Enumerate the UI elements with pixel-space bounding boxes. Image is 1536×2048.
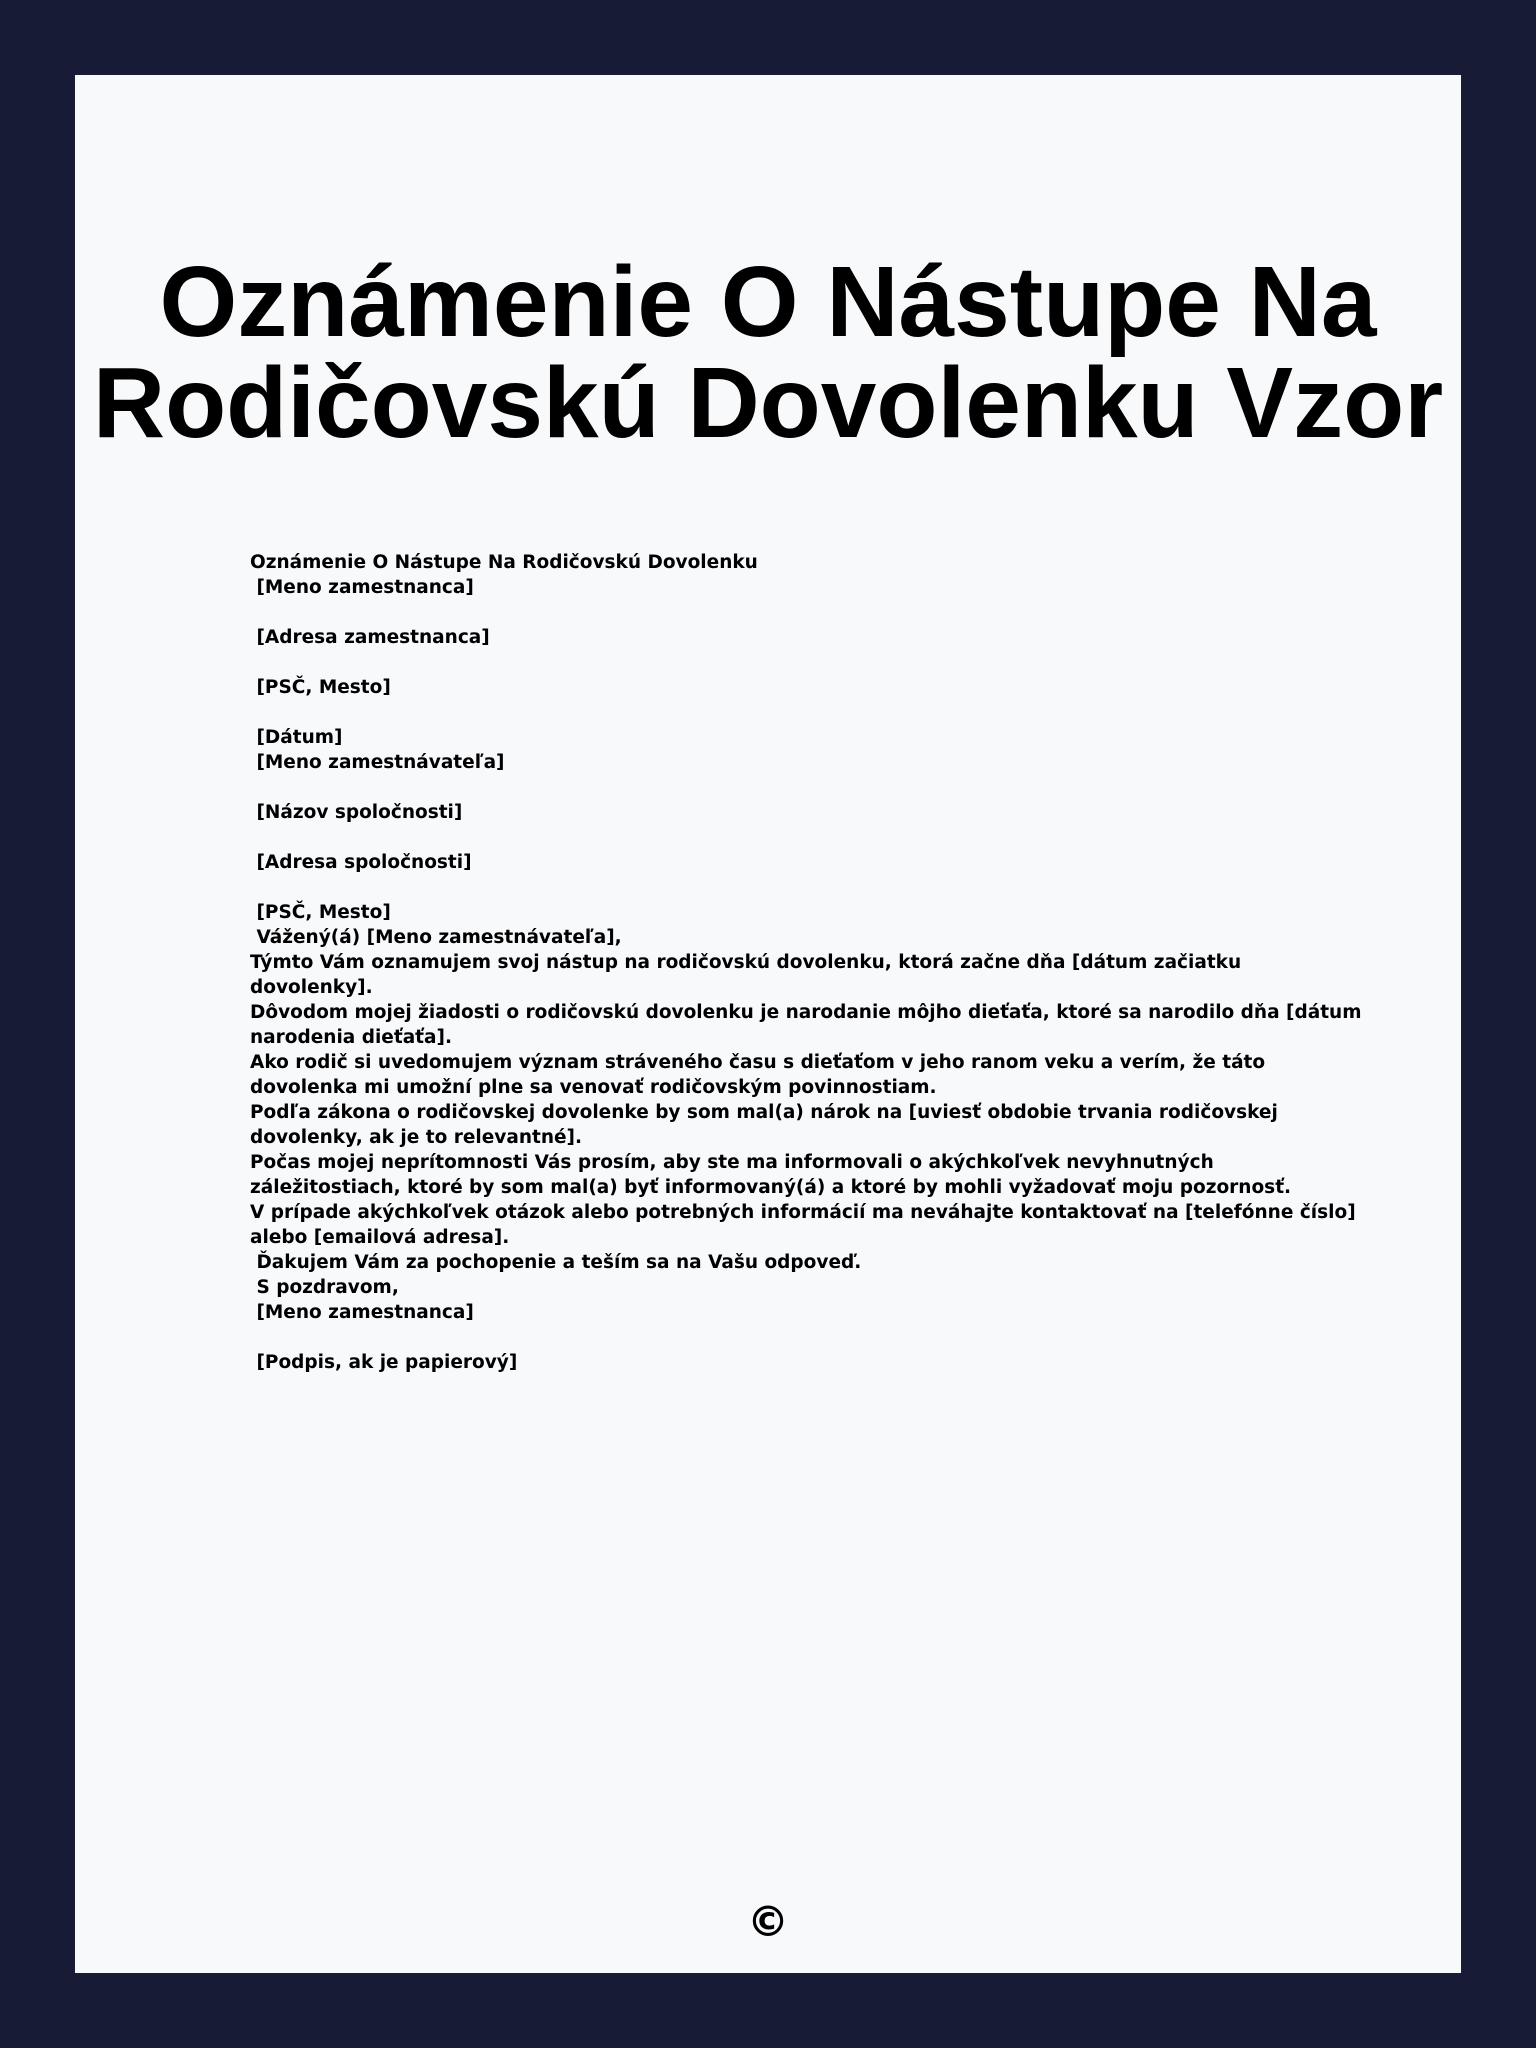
- employee-address: [Adresa zamestnanca]: [250, 627, 490, 648]
- letter-heading: Oznámenie O Nástupe Na Rodičovskú Dovolenku: [250, 552, 758, 573]
- title-line-1: Oznámenie O Nástupe Na: [159, 246, 1377, 358]
- paragraph: V prípade akýchkoľvek otázok alebo potrebných informácií ma neváhajte kontaktovať na [telefónne číslo] alebo [emailová adresa].: [250, 1202, 1356, 1248]
- thanks-line: Ďakujem Vám za pochopenie a teším sa na Vašu odpoveď.: [250, 1252, 862, 1273]
- salutation: Vážený(á) [Meno zamestnávateľa],: [250, 927, 622, 948]
- employee-name: [Meno zamestnanca]: [250, 577, 474, 598]
- spacer: [250, 650, 1370, 675]
- company-name: [Názov spoločnosti]: [250, 802, 463, 823]
- signoff-name: [Meno zamestnanca]: [250, 1302, 474, 1323]
- spacer: [250, 600, 1370, 625]
- spacer: [250, 775, 1370, 800]
- spacer: [250, 700, 1370, 725]
- paragraph: Podľa zákona o rodičovskej dovolenke by som mal(a) nárok na [uviesť obdobie trvania rodičovskej dovolenky, ak je to relevantné].: [250, 1102, 1278, 1148]
- paragraph: Dôvodom mojej žiadosti o rodičovskú dovolenku je narodanie môjho dieťaťa, ktoré sa narodilo dňa [dátum narodenia dieťaťa].: [250, 1002, 1362, 1048]
- document-page: [75, 75, 1461, 1973]
- letter-body: [250, 550, 1370, 1375]
- closing: S pozdravom,: [250, 1277, 399, 1298]
- employer-name: [Meno zamestnávateľa]: [250, 752, 505, 773]
- employee-zip-city: [PSČ, Mesto]: [250, 677, 391, 698]
- signature-line: [Podpis, ak je papierový]: [250, 1352, 518, 1373]
- company-zip-city: [PSČ, Mesto]: [250, 902, 391, 923]
- document-title: [75, 246, 1461, 459]
- spacer: [250, 875, 1370, 900]
- company-address: [Adresa spoločnosti]: [250, 852, 472, 873]
- spacer: [250, 1325, 1370, 1350]
- paragraph: Ako rodič si uvedomujem význam stráveného času s dieťaťom v jeho ranom veku a verím, že táto dovolenka mi umožní plne sa venovať rodičovským povinnostiam.: [250, 1052, 1266, 1098]
- copyright-icon: ©: [747, 1897, 789, 1946]
- paragraph: Počas mojej neprítomnosti Vás prosím, aby ste ma informovali o akýchkoľvek nevyhnutných záležitostiach, ktoré by som mal(a) byť informovaný(á) a ktoré by mohli vyžadovať moju pozornosť.: [250, 1152, 1292, 1198]
- spacer: [250, 825, 1370, 850]
- letter-date: [Dátum]: [250, 727, 343, 748]
- title-line-2: Rodičovskú Dovolenku Vzor: [92, 347, 1444, 459]
- paragraph: Týmto Vám oznamujem svoj nástup na rodičovskú dovolenku, ktorá začne dňa [dátum začiatku dovolenky].: [250, 952, 1242, 998]
